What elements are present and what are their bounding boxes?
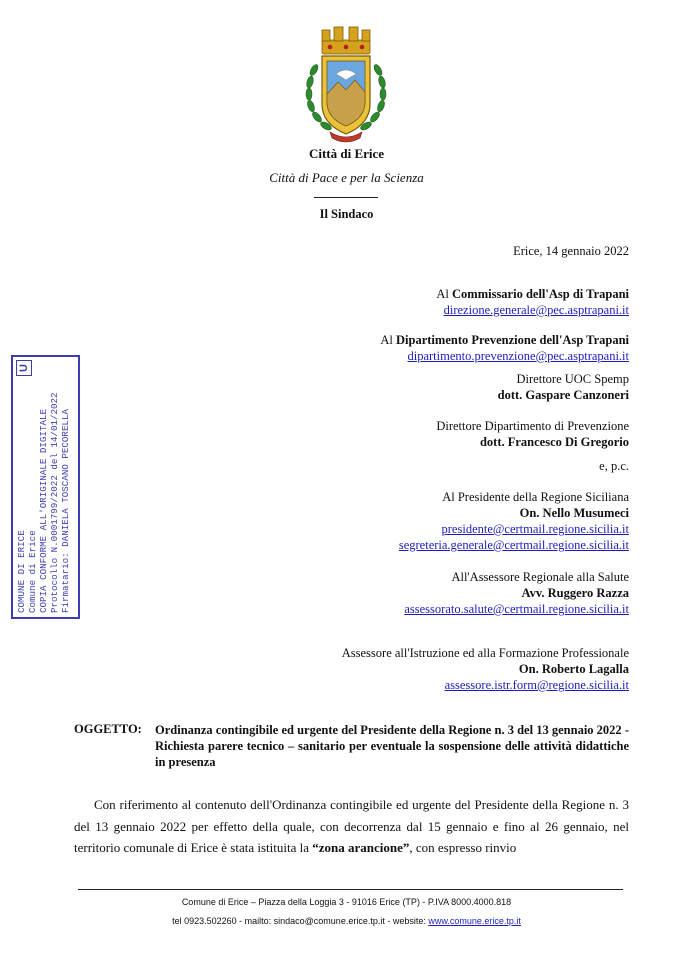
city-motto: Città di Pace e per la Scienza	[269, 170, 424, 185]
stamp-line: COMUNE DI ERICE	[16, 530, 27, 613]
recipient-email-link[interactable]: direzione.generale@pec.asptrapani.it	[443, 303, 629, 317]
city-crest-logo	[300, 22, 392, 152]
recipient-direttore-uoc	[498, 371, 629, 403]
footer-divider	[78, 889, 623, 890]
recipient-presidente	[399, 489, 629, 553]
footer-contacts-text: tel 0923.502260 - mailto: sindaco@comune.erice.tp.it - website:	[172, 916, 429, 926]
recipient-assessore-istruzione	[342, 645, 629, 693]
date-line: Erice, 14 gennaio 2022	[513, 244, 629, 258]
recipient-name: On. Roberto Lagalla	[518, 662, 629, 676]
recipient-prefix: Al	[380, 333, 397, 347]
recipient-dipartimento	[380, 332, 629, 364]
city-name: Città di Erice	[308, 146, 385, 161]
subject-text: Ordinanza contingibile ed urgente del Presidente della Regione n. 3 del 13 gennaio 2022 - Richiesta parere tecnico – sanitario per eventuale la sospensione delle attività didattiche in presenza	[155, 723, 629, 769]
recipient-email-link[interactable]: segreteria.generale@certmail.regione.sicilia.it	[398, 538, 629, 552]
recipient-email-link[interactable]: assessorato.salute@certmail.regione.sicilia.it	[404, 602, 629, 616]
stamp-line: COPIA CONFORME ALL'ORIGINALE DIGITALE	[38, 409, 49, 613]
recipient-email-link[interactable]: dipartimento.prevenzione@pec.asptrapani.it	[407, 349, 629, 363]
stamp-letter-badge: U	[16, 360, 32, 376]
recipient-assessore-salute	[404, 569, 629, 617]
body-paragraph	[74, 794, 629, 859]
recipient-direttore-dipartimento	[436, 418, 629, 450]
body-highlight: “zona arancione”	[312, 840, 410, 855]
body-text-part: Con riferimento al contenuto dell'Ordinanza contingibile ed urgente del Presidente della Regione n. 3 del 13 gennaio 2022 per effetto della quale, con decorrenza dal 15 gennaio e fino al 26 gennaio, nel territorio comunale di Erice è stata istituita la	[74, 797, 629, 855]
subject-label: OGGETTO:	[74, 722, 142, 736]
recipient-name: dott. Gaspare Canzoneri	[497, 388, 629, 402]
footer-address: Comune di Erice – Piazza della Loggia 3 - 91016 Erice (TP) - P.IVA 8000.4000.818	[181, 897, 512, 907]
recipient-name: On. Nello Musumeci	[519, 506, 629, 520]
recipient-commissario	[436, 286, 629, 318]
recipient-title: Assessore all'Istruzione ed alla Formazione Professionale	[341, 646, 629, 660]
stamp-line: Comune di Erice	[27, 530, 38, 613]
stamp-line: Firmatario: DANIELA TOSCANO PECORELLA	[60, 409, 71, 613]
recipient-title: Direttore UOC Spemp	[516, 372, 629, 386]
recipient-prefix: Al	[436, 287, 452, 301]
recipient-name: dott. Francesco Di Gregorio	[479, 435, 629, 449]
recipient-name: Dipartimento Prevenzione dell'Asp Trapani	[396, 333, 629, 347]
recipient-name: Avv. Ruggero Razza	[521, 586, 629, 600]
header-divider	[314, 197, 378, 198]
body-text-part: , con espresso rinvio	[409, 840, 517, 855]
footer-contacts	[0, 916, 693, 926]
recipient-title: Direttore Dipartimento di Prevenzione	[436, 419, 629, 433]
recipient-title: All'Assessore Regionale alla Salute	[451, 570, 629, 584]
mayor-title: Il Sindaco	[319, 207, 374, 221]
recipient-email-link[interactable]: assessore.istr.form@regione.sicilia.it	[444, 678, 629, 692]
recipient-email-link[interactable]: presidente@certmail.regione.sicilia.it	[441, 522, 629, 536]
footer-website-link[interactable]: www.comune.erice.tp.it	[428, 916, 521, 926]
recipient-title: Al Presidente della Regione Siciliana	[442, 490, 629, 504]
stamp-line: Protocollo N.0001799/2022 del 14/01/2022	[49, 392, 60, 613]
protocol-stamp	[11, 355, 80, 619]
cc-label: e, p.c.	[599, 459, 629, 473]
recipient-name: Commissario dell'Asp di Trapani	[452, 287, 629, 301]
